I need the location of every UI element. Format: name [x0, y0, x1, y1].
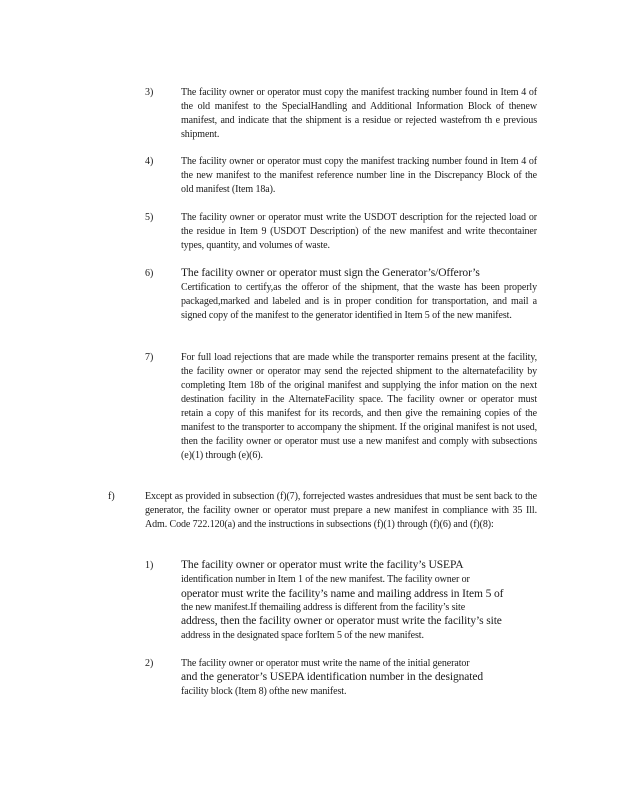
item-text-line6: address in the designated space forItem 5 of the new manifest.	[181, 630, 424, 641]
item-text-line1: The facility owner or operator must write the name of the initial generator	[181, 658, 470, 669]
item-text: The facility owner or operator must write the USDOT description for the rejected load or the residue in Item 9 (USDOT Description) of the new manifest and write thecontainer types, quantity, and volumes of waste.	[181, 212, 537, 251]
item-number: 3)	[145, 87, 154, 98]
item-text-line4: the new manifest.If themailing address is different from the facility’s site	[181, 602, 466, 613]
item-text: For full load rejections that are made while the transporter remains present at the facility, the facility owner or operator may send the rejected shipment to the alternatefacility by completing Item 18b of the original manifest and supplying the infor mation on the next destination facility in the AlternateFacility space. The facility owner or operator must retain a copy of this manifest for its records, and then give the remaining copies of the manifest to the transporter to accompany the shipment. If the original manifest is not used, then the facility owner or operator must use a new manifest and comply with subsections (e)(1) through (e)(6).	[181, 352, 537, 461]
item-text: Except as provided in subsection (f)(7), forrejected wastes andresidues that must be sent back to the generator, the facility owner or operator must prepare a new manifest in compliance with 35 Ill. Adm. Code 722.120(a) and the instructions in subsections (f)(1) through (f)(6) and (f)(8):	[145, 491, 537, 530]
item-text-line5: address, then the facility owner or operator must write the facility’s site	[181, 615, 502, 627]
item-number: 7)	[145, 352, 154, 363]
item-number: 6)	[145, 268, 154, 279]
item-text-line3: operator must write the facility’s name and mailing address in Item 5 of	[181, 588, 504, 600]
item-text: The facility owner or operator must copy the manifest tracking number found in Item 4 of the old manifest to the SpecialHandling and Additional Information Block of thenew manifest, and indicate that the shipment is a residue or rejected wastefrom th e previous shipment.	[181, 87, 537, 140]
item-number: f)	[108, 491, 115, 502]
item-number: 1)	[145, 560, 154, 571]
item-number: 5)	[145, 212, 154, 223]
item-text: Certification to certify,as the offeror of the shipment, that the waste has been properly packaged,marked and labeled and is in proper condition for transportation, and mail a signed copy of the manifest to the generator identified in Item 5 of the new manifest.	[181, 282, 537, 321]
item-text-line1: The facility owner or operator must write the facility’s USEPA	[181, 559, 464, 571]
item-text-line2: and the generator’s USEPA identification number in the designated	[181, 671, 484, 683]
item-number: 4)	[145, 156, 154, 167]
item-text-line2: identification number in Item 1 of the new manifest. The facility owner or	[181, 574, 470, 585]
item-text: The facility owner or operator must copy the manifest tracking number found in Item 4 of the new manifest to the manifest reference number line in the Discrepancy Block of the old manifest (Item 18a).	[181, 156, 537, 195]
item-text-line3: facility block (Item 8) ofthe new manifest.	[181, 686, 347, 697]
item-number: 2)	[145, 658, 154, 669]
item-text-line1: The facility owner or operator must sign the Generator’s/Offeror’s	[181, 267, 480, 279]
